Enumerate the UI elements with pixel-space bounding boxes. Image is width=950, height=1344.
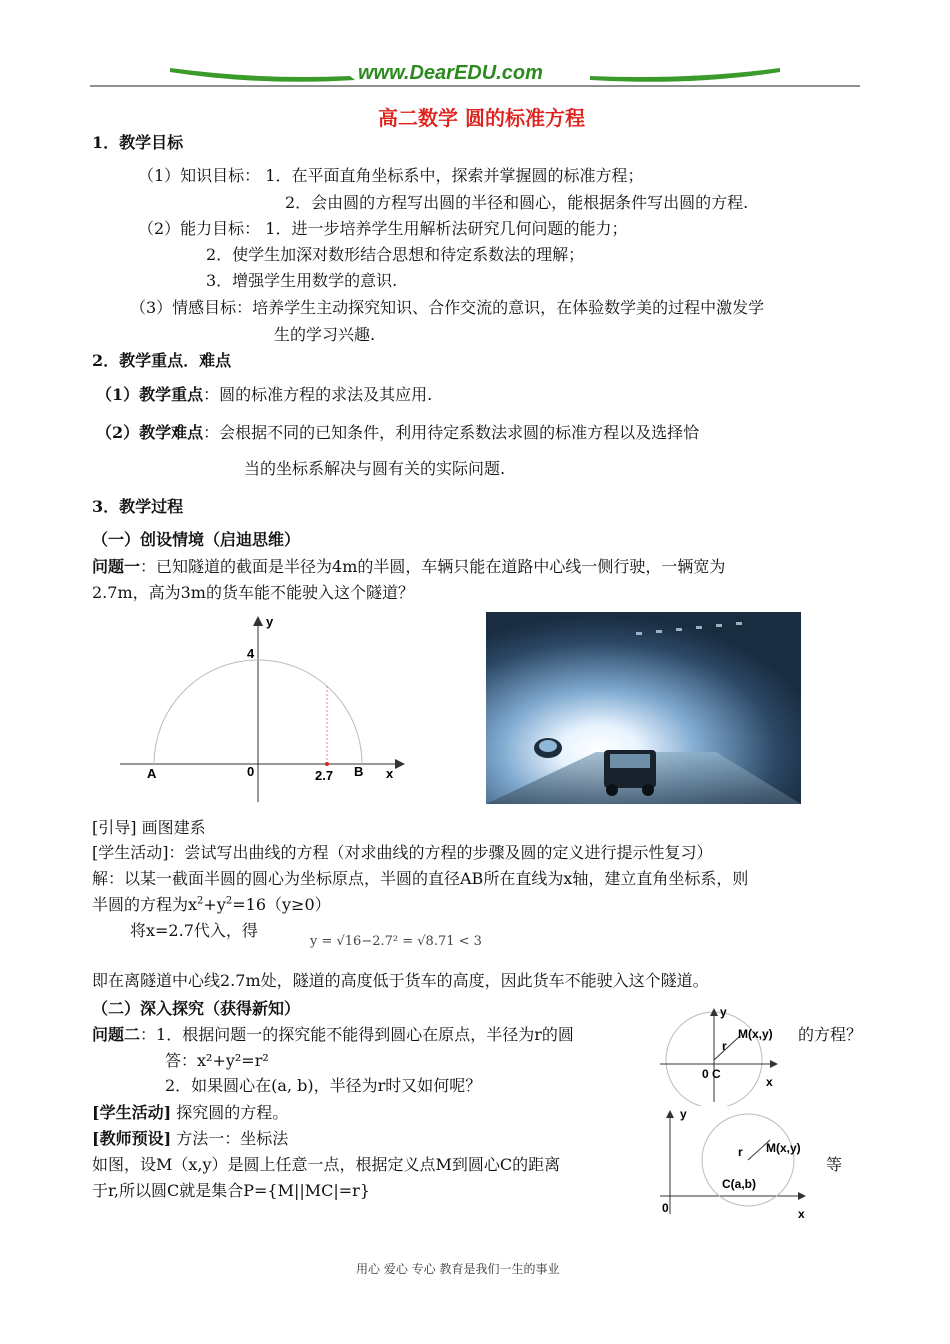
guide-line: [引导] 画图建系 <box>92 818 206 837</box>
point-m-label: M(x,y) <box>738 1027 773 1041</box>
tunnel-semicircle-diagram <box>110 612 410 807</box>
problem2-line-end: 的方程？ <box>798 1025 863 1044</box>
method-line-2: 于r,所以圆C就是集合P={M||MC|=r} <box>92 1181 370 1200</box>
x-axis-label: x <box>798 1207 805 1221</box>
objective-line: （3）情感目标：培养学生主动探究知识、合作交流的意识，在体验数学美的过程中激发学 <box>130 298 765 317</box>
problem2-label: 问题二 <box>92 1025 141 1044</box>
y-axis-label: y <box>720 1005 727 1019</box>
solution-text-c: =16（y≥0） <box>232 895 331 914</box>
page-footer: 用心 爱心 专心 教育是我们一生的事业 <box>356 1262 560 1276</box>
point-2.7-label: 2.7 <box>315 768 334 783</box>
problem1-line <box>92 554 725 577</box>
teacher-text: 方法一：坐标法 <box>171 1129 289 1148</box>
top-label: 4 <box>247 646 255 661</box>
subsection-2: （二）深入探究（获得新知） <box>92 999 301 1018</box>
teacher-line <box>92 1126 288 1149</box>
tunnel-photo <box>486 612 801 804</box>
difficulty-line-2: 当的坐标系解决与圆有关的实际问题. <box>244 459 506 478</box>
origin-label: 0 <box>247 764 255 779</box>
objective-line: 3．增强学生用数学的意识. <box>206 271 398 290</box>
answer-line: 答：x²+y²=r² <box>165 1051 269 1070</box>
origin-circle-diagram <box>652 1002 792 1106</box>
student-label: [学生活动] <box>92 1103 172 1122</box>
point-b-label: B <box>354 764 364 779</box>
difficulty-text: ：会根据不同的已知条件，利用待定系数法求圆的标准方程以及选择恰 <box>203 423 700 442</box>
section3-heading: 3．教学过程 <box>92 497 184 516</box>
key-point-line <box>96 382 432 405</box>
logo-text: www.DearEDU.com <box>358 62 543 84</box>
method-line-1: 如图，设M（x,y）是圆上任意一点，根据定义点M到圆心C的距离 <box>92 1155 561 1174</box>
superscript: 2 <box>225 895 233 907</box>
point-m-label: M(x,y) <box>766 1141 801 1155</box>
formula: y = √16−2.7² = √8.71 < 3 <box>310 934 482 949</box>
y-axis-label: y <box>680 1107 687 1121</box>
y-axis-label: y <box>266 614 274 629</box>
key-point-label: （1）教学重点 <box>96 385 204 404</box>
problem1-text: ：已知隧道的截面是半径为4m的半圆，车辆只能在道路中心线一侧行驶，一辆宽为 <box>140 557 726 576</box>
difficulty-label: （2）教学难点 <box>96 423 204 442</box>
radius-label: r <box>738 1145 743 1159</box>
solution-line-1: 解：以某一截面半圆的圆心为坐标原点，半圆的直径AB所在直线为x轴，建立直角坐标系，则 <box>92 869 749 888</box>
section2-heading: 2．教学重点．难点 <box>92 351 232 370</box>
key-point-text: ：圆的标准方程的求法及其应用. <box>203 385 433 404</box>
conclusion-line: 即在离隧道中心线2.7m处，隧道的高度低于货车的高度，因此货车不能驶入这个隧道。 <box>92 971 709 990</box>
substitute-line: 将x=2.7代入，得 <box>130 921 258 940</box>
header-logo <box>90 60 860 90</box>
objective-line: 生的学习兴趣. <box>274 325 376 344</box>
origin-label: 0 C <box>702 1067 721 1081</box>
problem2-text: ：1．根据问题一的探究能不能得到圆心在原点，半径为r的圆 <box>140 1025 574 1044</box>
objective-line: （2）能力目标： 1．进一步培养学生用解析法研究几何问题的能力； <box>138 219 628 238</box>
page-title: 高二数学 圆的标准方程 <box>378 106 585 130</box>
student-activity-line <box>92 1100 288 1123</box>
method-line-end: 等 <box>826 1155 843 1174</box>
activity-line: [学生活动]：尝试写出曲线的方程（对求曲线的方程的步骤及圆的定义进行提示性复习） <box>92 843 713 862</box>
radius-label: r <box>722 1039 727 1053</box>
origin-label: 0 <box>662 1201 669 1215</box>
center-label: C(a,b) <box>722 1177 756 1191</box>
objective-line: 2．使学生加深对数形结合思想和待定系数法的理解； <box>206 245 585 264</box>
teacher-label: [教师预设] <box>92 1129 172 1148</box>
x-axis-label: x <box>766 1075 773 1089</box>
subsection-1: （一）创设情境（启迪思维） <box>92 530 301 549</box>
solution-text-a: 半圆的方程为x <box>92 895 198 914</box>
point-a-label: A <box>147 766 157 781</box>
objective-line: （1）知识目标： 1．在平面直角坐标系中，探索并掌握圆的标准方程； <box>138 166 644 185</box>
objective-line: 2．会由圆的方程写出圆的半径和圆心，能根据条件写出圆的方程. <box>285 193 749 212</box>
x-axis-label: x <box>386 766 394 781</box>
section1-heading: 1．教学目标 <box>92 133 184 152</box>
problem1-label: 问题一 <box>92 557 141 576</box>
solution-line-2 <box>92 892 331 915</box>
solution-text-b: +y <box>203 895 226 914</box>
problem2-line-2: 2．如果圆心在(a, b)，半径为r时又如何呢？ <box>165 1076 482 1095</box>
problem2-line <box>92 1022 574 1045</box>
student-text: 探究圆的方程。 <box>171 1103 289 1122</box>
difficulty-line <box>96 420 699 443</box>
problem1-line-2: 2.7m，高为3m的货车能不能驶入这个隧道？ <box>92 583 414 602</box>
general-circle-diagram <box>652 1104 812 1224</box>
superscript: 2 <box>197 895 204 907</box>
